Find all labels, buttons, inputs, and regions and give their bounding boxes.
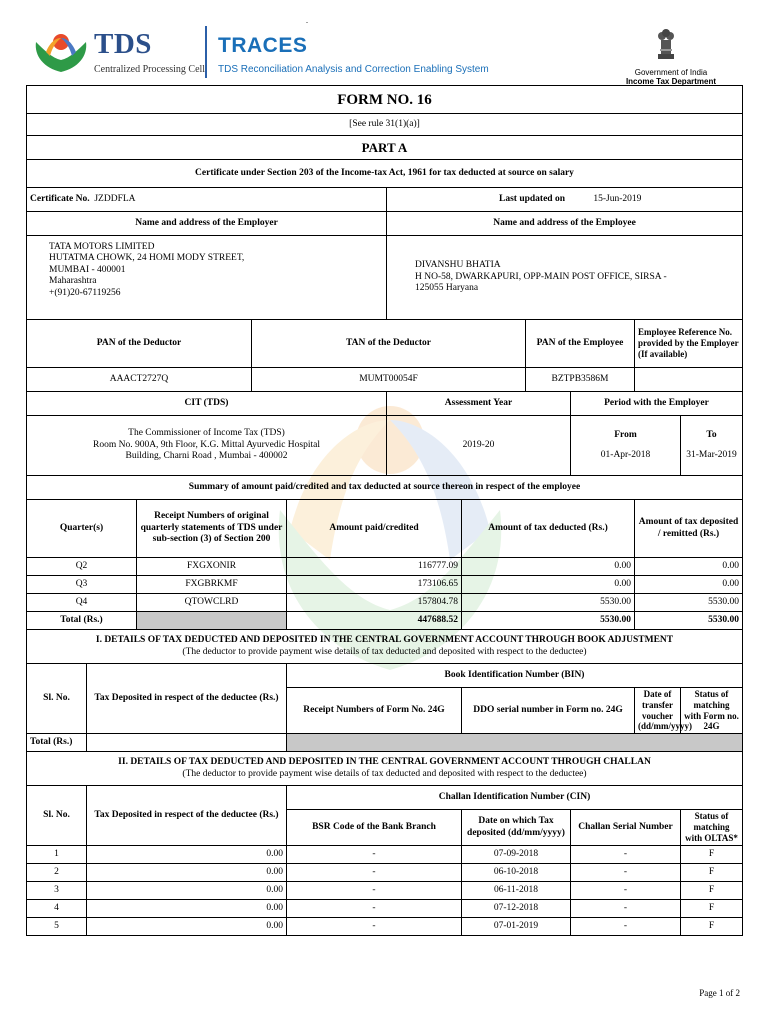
page-number: Page 1 of 2 <box>699 988 740 998</box>
sl-cell: 5 <box>27 918 87 936</box>
last-updated-cell <box>387 188 743 212</box>
s2-col-serial: Challan Serial Number <box>571 810 681 846</box>
col-receipt: Receipt Numbers of original quarterly statements of TDS under sub-section (3) of Section 200 <box>137 500 287 558</box>
employer-line: +(91)20-67119256 <box>49 287 121 298</box>
s2-col-date: Date on which Tax deposited (dd/mm/yyyy) <box>462 810 571 846</box>
certificate-no: JZDDFLA <box>94 193 136 204</box>
receipt-cell: QTOWCLRD <box>137 594 287 612</box>
tax-cell: 0.00 <box>87 864 287 882</box>
table-row <box>27 900 743 918</box>
section2-heading: II. DETAILS OF TAX DEDUCTED AND DEPOSITED IN THE CENTRAL GOVERNMENT ACCOUNT THROUGH CHALLAN <box>118 757 651 768</box>
date-cell: 07-01-2019 <box>462 918 571 936</box>
receipt-cell: FXGXONIR <box>137 558 287 576</box>
bsr-cell: - <box>287 846 462 864</box>
quarter-cell: Q3 <box>27 576 137 594</box>
s1-col-slno: Sl. No. <box>27 664 87 734</box>
deducted-cell: 0.00 <box>462 558 635 576</box>
s1-col-receipt-24g: Receipt Numbers of Form No. 24G <box>287 688 462 734</box>
table-row <box>27 558 743 576</box>
s1-col-date-transfer: Date of transfer voucher (dd/mm/yyyy) <box>635 688 681 734</box>
table-row <box>27 846 743 864</box>
quarter-cell: Q4 <box>27 594 137 612</box>
employer-line: TATA MOTORS LIMITED <box>49 242 155 252</box>
header-divider <box>205 26 207 78</box>
deposited-cell: 5530.00 <box>635 594 743 612</box>
status-cell: F <box>681 846 743 864</box>
certificate-number-cell <box>27 188 387 212</box>
s2-col-slno: Sl. No. <box>27 786 87 846</box>
part-title: PART A <box>27 136 743 160</box>
table-row <box>27 918 743 936</box>
status-cell: F <box>681 900 743 918</box>
sl-cell: 1 <box>27 846 87 864</box>
employee-address <box>387 236 743 320</box>
cit-line: Room No. 900A, 9th Floor, K.G. Mittal Ayurvedic Hospital <box>92 439 320 450</box>
period-label: Period with the Employer <box>571 392 743 416</box>
period-from-cell <box>571 416 681 476</box>
period-from: 01-Apr-2018 <box>600 449 651 460</box>
tan-deductor: MUMT00054F <box>252 368 526 392</box>
total-deposited: 5530.00 <box>635 612 743 630</box>
date-cell: 07-12-2018 <box>462 900 571 918</box>
total-label: Total (Rs.) <box>27 612 137 630</box>
bsr-cell: - <box>287 864 462 882</box>
employer-line: Maharashtra <box>49 276 97 287</box>
form16-table <box>26 85 743 936</box>
sl-cell: 4 <box>27 900 87 918</box>
stray-dot: . <box>306 16 308 25</box>
last-updated: 15-Jun-2019 <box>593 193 642 204</box>
cit-line: The Commissioner of Income Tax (TDS) <box>128 428 285 439</box>
from-label: From <box>614 430 637 441</box>
assessment-year: 2019-20 <box>387 416 571 476</box>
gov-line1: Government of India <box>634 68 708 77</box>
deposited-cell: 0.00 <box>635 576 743 594</box>
section1-subheading: (The deductor to provide payment wise details of tax deducted and deposited with respect to the deductee) <box>182 646 587 657</box>
serial-cell: - <box>571 882 681 900</box>
tds-logo-icon <box>30 28 92 74</box>
sl-cell: 2 <box>27 864 87 882</box>
deducted-cell: 5530.00 <box>462 594 635 612</box>
paid-cell: 116777.09 <box>287 558 462 576</box>
pan-employee-label: PAN of the Employee <box>526 320 635 368</box>
s2-col-tax-deposited: Tax Deposited in respect of the deductee (Rs.) <box>87 786 287 846</box>
date-cell: 06-10-2018 <box>462 864 571 882</box>
tds-brand: TDS <box>94 28 152 60</box>
to-label: To <box>706 430 717 441</box>
table-row <box>27 576 743 594</box>
tax-cell: 0.00 <box>87 846 287 864</box>
serial-cell: - <box>571 846 681 864</box>
col-amount-paid: Amount paid/credited <box>287 500 462 558</box>
total-paid: 447688.52 <box>287 612 462 630</box>
summary-heading: Summary of amount paid/credited and tax deducted at source thereon in respect of the employee <box>27 476 743 500</box>
col-tax-deducted: Amount of tax deducted (Rs.) <box>462 500 635 558</box>
s2-col-status: Status of matching with OLTAS* <box>681 810 743 846</box>
date-cell: 07-09-2018 <box>462 846 571 864</box>
period-to: 31-Mar-2019 <box>686 449 737 460</box>
paid-cell: 157804.78 <box>287 594 462 612</box>
pan-deductor-label: PAN of the Deductor <box>27 320 252 368</box>
deposited-cell: 0.00 <box>635 558 743 576</box>
col-tax-deposited: Amount of tax deposited / remitted (Rs.) <box>635 500 743 558</box>
status-cell: F <box>681 918 743 936</box>
national-emblem-icon <box>654 26 678 62</box>
employer-line: MUMBAI - 400001 <box>49 264 126 275</box>
employee-line: H NO-58, DWARKAPURI, OPP-MAIN POST OFFICE, SIRSA - <box>415 271 667 282</box>
cit-line: Building, Charni Road , Mumbai - 400002 <box>125 451 288 462</box>
s1-col-status-24g: Status of matching with Form no. 24G <box>681 688 743 734</box>
date-cell: 06-11-2018 <box>462 882 571 900</box>
page-header <box>0 0 768 88</box>
table-row <box>27 594 743 612</box>
paid-cell: 173106.65 <box>287 576 462 594</box>
serial-cell: - <box>571 900 681 918</box>
s2-col-bsr: BSR Code of the Bank Branch <box>287 810 462 846</box>
employer-line: HUTATMA CHOWK, 24 HOMI MODY STREET, <box>49 253 245 264</box>
bsr-cell: - <box>287 900 462 918</box>
pan-employee: BZTPB3586M <box>526 368 635 392</box>
traces-subtitle: TDS Reconciliation Analysis and Correction Enabling System <box>218 64 489 75</box>
table-row <box>27 882 743 900</box>
status-cell: F <box>681 882 743 900</box>
serial-cell: - <box>571 864 681 882</box>
section1-heading-cell <box>27 630 743 664</box>
tan-deductor-label: TAN of the Deductor <box>252 320 526 368</box>
certificate-no-label: Certificate No. <box>30 193 90 204</box>
status-cell: F <box>681 864 743 882</box>
s1-total-value <box>87 734 287 752</box>
s1-total-blank <box>287 734 743 752</box>
sl-cell: 3 <box>27 882 87 900</box>
certificate-heading: Certificate under Section 203 of the Income-tax Act, 1961 for tax deducted at source on salary <box>27 160 743 188</box>
emp-ref-label: Employee Reference No. provided by the Employer (If available) <box>635 320 743 368</box>
col-quarter: Quarter(s) <box>27 500 137 558</box>
gov-line2: Income Tax Department <box>625 77 717 86</box>
bsr-cell: - <box>287 882 462 900</box>
s1-col-tax-deposited: Tax Deposited in respect of the deductee (Rs.) <box>87 664 287 734</box>
section2-heading-cell <box>27 752 743 786</box>
tax-cell: 0.00 <box>87 882 287 900</box>
assessment-year-label: Assessment Year <box>387 392 571 416</box>
summary-total-row <box>27 612 743 630</box>
employee-line: DIVANSHU BHATIA <box>415 260 501 271</box>
tax-cell: 0.00 <box>87 900 287 918</box>
section1-heading: I. DETAILS OF TAX DEDUCTED AND DEPOSITED IN THE CENTRAL GOVERNMENT ACCOUNT THROUGH BOOK ADJUSTMENT <box>95 635 674 646</box>
employee-line: 125055 Haryana <box>415 283 479 294</box>
cit-label: CIT (TDS) <box>27 392 387 416</box>
traces-brand: TRACES <box>218 34 308 57</box>
serial-cell: - <box>571 918 681 936</box>
cit-address <box>27 416 387 476</box>
form-title: FORM NO. 16 <box>27 86 743 114</box>
s2-col-cin: Challan Identification Number (CIN) <box>287 786 743 810</box>
last-updated-label: Last updated on <box>499 193 565 204</box>
tds-subtitle: Centralized Processing Cell <box>94 64 206 75</box>
receipt-cell: FXGBRKMF <box>137 576 287 594</box>
employer-heading: Name and address of the Employer <box>27 212 387 236</box>
table-row <box>27 864 743 882</box>
period-to-cell <box>681 416 743 476</box>
bsr-cell: - <box>287 918 462 936</box>
quarter-cell: Q2 <box>27 558 137 576</box>
form-rule: [See rule 31(1)(a)] <box>27 114 743 136</box>
s1-col-bin: Book Identification Number (BIN) <box>287 664 743 688</box>
total-receipt-blank <box>137 612 287 630</box>
employer-address <box>27 236 387 320</box>
pan-deductor: AAACT2727Q <box>27 368 252 392</box>
total-deducted: 5530.00 <box>462 612 635 630</box>
s1-col-ddo: DDO serial number in Form no. 24G <box>462 688 635 734</box>
emp-ref <box>635 368 743 392</box>
deducted-cell: 0.00 <box>462 576 635 594</box>
employee-heading: Name and address of the Employee <box>387 212 743 236</box>
section2-subheading: (The deductor to provide payment wise details of tax deducted and deposited with respect to the deductee) <box>182 768 587 779</box>
s1-total-label: Total (Rs.) <box>27 734 87 752</box>
tax-cell: 0.00 <box>87 918 287 936</box>
